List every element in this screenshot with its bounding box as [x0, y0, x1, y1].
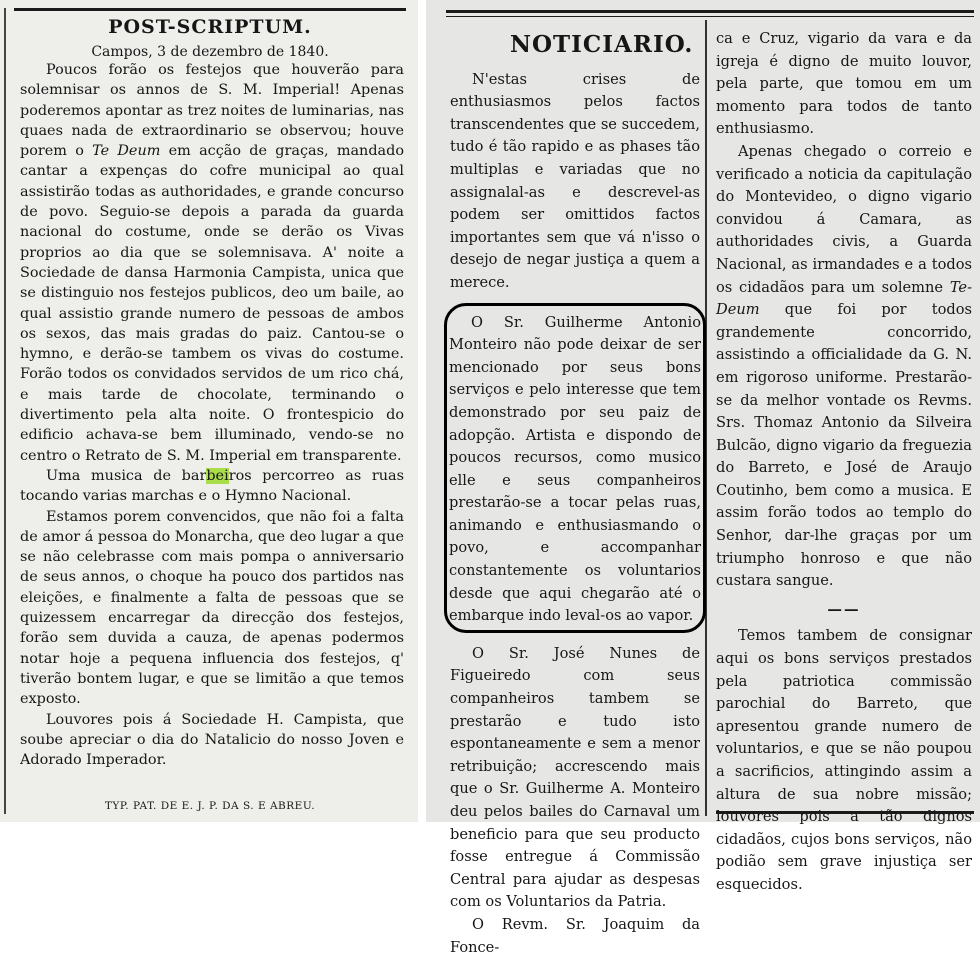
- top-rule: [14, 8, 406, 11]
- paragraph: O Sr. José Nunes de Figueiredo com seus companheiros tambem se prestarão e tudo isto espontaneamente e sem a menor retribuição; accrescendo mais que o Sr. Guilherme A. Monteiro deu pelos bailes do Carnaval um beneficio para que seu producto fosse entregue á Commissão Central para ajudar as despesas com os Voluntarios da Patria.: [450, 644, 700, 911]
- paragraph: Temos tambem de consignar aqui os bons serviços prestados pela patriotica commissão parochial do Barreto, que apresentou grande numero de voluntarios, e que se não poupou a sacrificios, attingindo assim a altura de sua nobre missão; louvores pois a tão dignos cidadãos, cujos bons serviços, não podião sem grave injustiça ser esquecidos.: [716, 627, 972, 893]
- column-right: [716, 28, 972, 897]
- paragraph: O Sr. Guilherme Antonio Monteiro não pode deixar de ser mencionado por seus bons serviços e pelo interesse que tem demonstrado por seu paiz de adopção. Artista e dispondo de poucos recursos, como musico elle e seus companheiros prestarão-se a tocar pelas ruas, animando e enthusiasmando o povo, e accompanhar constantemente os voluntarios desde que aqui chegarão até o embarque indo leval-os ao vapor.: [449, 313, 701, 625]
- highlighted-text: bei: [206, 467, 229, 484]
- paragraph: O Revm. Sr. Joaquim da Fonce-: [450, 915, 700, 956]
- printer-imprint: TYP. PAT. DE E. J. P. DA S. E ABREU.: [104, 800, 316, 812]
- paragraph: Apenas chegado o correio e verificado a noticia da capitulação do Montevideo, o digno vigario convidou á Camara, as authoridades civis, a Guarda Nacional, as irmandades e a todos os cidadãos para um solemne Te-Deum que foi por todos grandemente concorrido, assistindo a officialidade da G. N. em rigoroso uniforme. Prestarão-se da melhor vontade os Revms. Srs. Thomaz Antonio da Silveira Bulcão, digno vigario da freguezia do Barreto, e José de Araujo Coutinho, bem como a musica. E assim forão todos ao templo do Senhor, dar-lhe graças por um triumpho honroso e que não custara sangue.: [716, 142, 972, 590]
- bottom-rule: [716, 811, 974, 814]
- circled-annotation: [444, 303, 706, 633]
- paragraph: Poucos forão os festejos que houverão para solemnisar os annos de S. M. Imperial! Apenas poderemos apontar as trez noites de luminarias, nas quaes nada de extraordinario se observou; houve porem o Te Deum em acção de graças, mandado cantar a expenças do cofre municipal ao qual assistirão todas as authoridades, e grande concurso de povo. Seguio-se depois a parada da guarda nacional do costume, onde se derão os Vivas proprios ao dia que se solemnisava. A' noite a Sociedade de dansa Harmonia Campista, unica que se distinguio nos festejos publicos, deo um baile, ao qual assistio grande numero de pessoas de ambos os sexos, das mais gradas do paiz. Cantou-se o hymno, e derão-se tambem os vivas do costume. Forão todos os convidados servidos de um rico chá, e mais tarde de chocolate, terminando o divertimento pela alta noite. O frontespicio do edificio achava-se bem illuminado, vendo-se no centro o Retrato de S. M. Imperial em transparente.: [20, 62, 404, 464]
- paragraph: N'estas crises de enthusiasmos pelos factos transcendentes que se succedem, tudo é tão rapido e as phases tão multiplas e variadas que no assignalal-as e descrevel-as podem ser omittidos factos importantes sem que vá n'isso o desejo de negar justiça a quem a merece.: [450, 70, 700, 291]
- page-gap: [418, 0, 426, 822]
- dateline: Campos, 3 de dezembro de 1840.: [91, 44, 329, 60]
- right-clipping: [426, 0, 980, 956]
- top-rule: [446, 10, 974, 13]
- top-rule-thin: [446, 16, 974, 17]
- section-title: NOTICIARIO.: [510, 31, 694, 58]
- left-border: [4, 8, 6, 814]
- separator: ——: [827, 600, 861, 618]
- paragraph: ca e Cruz, vigario da vara e da igreja é digno de muito louvor, pela parte, que tomou em um momento para todos de tanto enthusiasmo.: [716, 30, 972, 138]
- paragraph: Estamos porem convencidos, que não foi a falta de amor á pessoa do Monarcha, que deo lugar a que se não celebrasse com mais pompa o anniversario de seus annos, o choque ha pouco dos partidos nas eleições, e finalmente a falta de pessoas que se quizessem encarregar da direcção dos festejos, forão sem duvida a cauza, de apenas podermos notar hoje a pequena influencia dos festejos, q' tiverão bontem lugar, e que se limitão a que temos exposto.: [20, 508, 404, 708]
- left-clipping: [0, 0, 418, 822]
- article-body: [20, 60, 404, 770]
- paragraph: Uma musica de barbeiros percorreo as ruas tocando varias marchas e o Hymno Nacional.: [20, 467, 404, 505]
- paragraph: Louvores pois á Sociedade H. Campista, que soube apreciar o dia do Natalicio do nosso Joven e Adorado Imperador.: [20, 711, 404, 769]
- section-title: POST-SCRIPTUM.: [108, 16, 312, 38]
- column-left: [450, 30, 700, 959]
